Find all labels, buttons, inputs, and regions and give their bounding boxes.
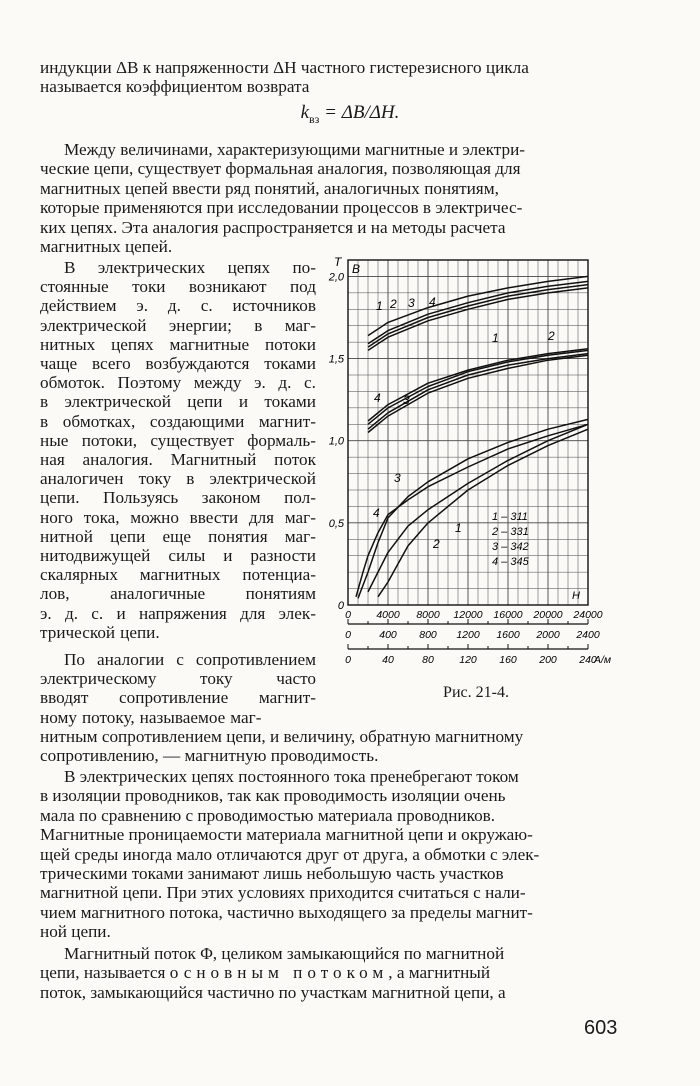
- text-line: [40, 963, 618, 982]
- curve-label: 4: [429, 295, 436, 309]
- word: току: [200, 669, 233, 689]
- y-tick-label: 1,0: [328, 435, 344, 448]
- text-line: которые применяются при исследовании процессов в электричес-: [40, 198, 523, 218]
- curve-label: 3: [408, 296, 415, 310]
- word: д.: [278, 373, 292, 393]
- flux-text: цепи, называется: [40, 963, 170, 983]
- text-line: чием магнитного потока, частично выходящего за пределы магнит-: [40, 902, 533, 922]
- word: э.: [40, 603, 52, 623]
- word: токами: [264, 354, 316, 374]
- word: цепи: [110, 526, 146, 546]
- curve-label: 3: [394, 471, 401, 485]
- curve-series-3: [358, 419, 588, 598]
- text-line: [40, 584, 316, 603]
- word: нитной: [40, 526, 93, 546]
- word: д.: [167, 296, 181, 316]
- word: э.: [254, 373, 266, 393]
- curve-label: 4: [373, 506, 380, 520]
- curve-series-4: [356, 424, 588, 597]
- text-line: магнитных цепей ввести ряд понятий, аналогичных понятиям,: [40, 178, 499, 198]
- text-line: [40, 604, 316, 623]
- figure-caption: Рис. 21-4.: [443, 684, 509, 701]
- word: обмотках,: [62, 411, 136, 431]
- text-line: [40, 373, 316, 392]
- word: электрической: [209, 469, 316, 489]
- text-line: [40, 508, 316, 527]
- word: токами: [264, 392, 316, 412]
- legend-entry: 4 – 345: [492, 556, 529, 568]
- word: и: [116, 603, 126, 623]
- word: законом: [201, 488, 261, 508]
- curve-label: 1: [376, 299, 383, 313]
- word: действием: [40, 296, 117, 316]
- text-line: индукции ΔB к напряженности ΔH частного гистерезисного цикла: [40, 58, 529, 77]
- word: аналогичные: [110, 584, 206, 604]
- resistance-paragraph: [40, 650, 316, 727]
- word: Магнитный: [170, 450, 257, 470]
- text-line: [40, 335, 316, 354]
- word: цепи.: [120, 622, 160, 642]
- word: магнитные: [169, 334, 250, 354]
- word: всего: [91, 354, 131, 374]
- h-axis-label: H: [572, 590, 580, 602]
- text-line: [40, 277, 316, 296]
- word: маг-: [284, 315, 316, 335]
- word: по-: [292, 258, 316, 277]
- legend-entry: 3 – 342: [492, 541, 529, 553]
- x-tick-label: 80: [422, 654, 434, 666]
- text-line: [40, 354, 316, 373]
- text-line: [40, 488, 316, 507]
- resistance-paragraph-continued: [40, 727, 618, 766]
- bh-chart: [326, 252, 626, 672]
- text-line: [40, 669, 316, 688]
- text-line: [40, 450, 316, 469]
- text-line: поток, замыкающийся частично по участкам магнитной цепи, а: [40, 982, 506, 1002]
- word: называемое: [139, 707, 226, 727]
- word: электрической: [64, 392, 171, 412]
- x-tick-label: 0: [345, 629, 351, 641]
- x-tick-label: 4000: [376, 609, 400, 621]
- word: разности: [250, 546, 316, 566]
- word: еще: [162, 526, 191, 546]
- y-tick-label: 2,0: [328, 271, 344, 284]
- word: силы: [168, 546, 206, 566]
- word: ного: [40, 507, 74, 527]
- word: для: [240, 603, 266, 623]
- word: чаще: [40, 354, 78, 374]
- left-column-paragraph: [40, 258, 316, 642]
- text-line: [40, 412, 316, 431]
- curve-label: 1: [455, 521, 462, 535]
- curve-label: 2: [390, 297, 397, 311]
- insulation-paragraph: [40, 767, 618, 942]
- text-line: ной цепи.: [40, 922, 111, 942]
- word: под: [289, 277, 316, 297]
- word: возбуждаются: [145, 354, 250, 374]
- word: потенциа-: [242, 565, 316, 585]
- text-line: магнитной цепи. При этих условиях приходится считаться с нали-: [40, 883, 526, 903]
- text-line: нитным сопротивлением цепи, и величину, обратную магнитному: [40, 727, 524, 746]
- text-line: называется коэффициентом возврата: [40, 77, 310, 97]
- word: потоки,: [81, 430, 138, 450]
- flux-text: , а магнитный: [388, 963, 491, 983]
- y-tick-label: 1,5: [328, 353, 344, 366]
- word: магнит-: [258, 688, 316, 708]
- x-tick-label: 120: [459, 654, 477, 666]
- text-line: сопротивлению, — магнитную проводимость.: [40, 746, 379, 766]
- curve-label: 4: [374, 391, 381, 405]
- word: маг-: [230, 707, 262, 727]
- text-line: [40, 708, 316, 727]
- text-line: Магнитные проницаемости материала магнитной цепи и окружаю-: [40, 825, 533, 845]
- x-tick-label: 8000: [416, 609, 440, 621]
- word: электрической: [40, 315, 147, 335]
- x-unit-label: A/м: [594, 654, 612, 666]
- emphasized-term: основным потоком: [169, 963, 389, 983]
- word: в: [186, 469, 195, 489]
- text-line: ческие цепи, существует формальная аналогия, позволяющая для: [40, 159, 521, 179]
- word: с.: [200, 296, 213, 316]
- text-line: щей среды иногда мало отличаются друг от друга, а обмотки с элек-: [40, 844, 540, 864]
- word: потоку,: [81, 707, 135, 727]
- word: понятия: [208, 526, 268, 546]
- x-tick-label: 12000: [453, 609, 483, 621]
- x-tick-label: 200: [539, 654, 557, 666]
- text-line: [40, 688, 316, 707]
- x-tick-label: 2000: [536, 629, 560, 641]
- word: аналогии: [97, 650, 165, 669]
- word: можно: [130, 507, 179, 527]
- text-line: [40, 316, 316, 335]
- word: электрическому: [40, 669, 157, 689]
- curve-label: 2: [548, 329, 555, 343]
- analogy-paragraph: [40, 140, 618, 256]
- word: магнитных: [139, 565, 221, 585]
- word: цепи.: [40, 488, 80, 508]
- text-line: мала по сравнению с проводимостью материала проводников.: [40, 805, 496, 825]
- word: ному: [40, 707, 77, 727]
- word: цепи: [187, 392, 223, 412]
- x-tick-label: 800: [419, 629, 437, 641]
- text-line: [40, 623, 316, 642]
- x-tick-label: 40: [382, 654, 394, 666]
- y-axis-label: B: [352, 262, 361, 276]
- word: стоянные: [40, 277, 109, 297]
- text-line: [40, 546, 316, 565]
- word: пол-: [284, 488, 316, 508]
- word: энергии;: [168, 315, 232, 335]
- text-line: [40, 650, 316, 669]
- x-tick-label: 2400: [576, 629, 600, 641]
- legend-entry: 2 – 331: [492, 526, 529, 538]
- word: цепях: [111, 334, 154, 354]
- text-line: [40, 527, 316, 546]
- word: лов,: [40, 584, 70, 604]
- figure-21-4: [326, 252, 626, 672]
- curve-label: 2: [433, 537, 440, 551]
- formula-return-coefficient: [0, 102, 700, 127]
- y-tick-label: 0: [337, 600, 344, 612]
- word: маг-: [284, 526, 316, 546]
- word: в: [40, 411, 49, 431]
- word: вводят: [40, 688, 89, 708]
- x-tick-label: 0: [345, 654, 351, 666]
- word: д.: [64, 603, 78, 623]
- word: По: [64, 650, 86, 669]
- text-line: [40, 392, 316, 411]
- word: ввести: [189, 507, 239, 527]
- word: сопротивлением: [195, 650, 316, 669]
- word: электрических: [97, 258, 206, 277]
- x-tick-label: 1200: [456, 629, 480, 641]
- word: для: [248, 507, 275, 527]
- x-tick-label: 20000: [533, 609, 563, 621]
- y-unit-label: Т: [334, 255, 342, 269]
- x-tick-label: 240: [579, 654, 597, 666]
- text-line: магнитных цепей.: [40, 237, 173, 257]
- word: В: [64, 258, 76, 277]
- page-number: 603: [584, 1017, 618, 1039]
- text-line: [40, 296, 316, 315]
- word: поток: [274, 450, 316, 470]
- text-line: [40, 469, 316, 488]
- word: току: [138, 469, 172, 489]
- text-line: Магнитный поток Φ, целиком замыкающийся по магнитной: [64, 944, 505, 963]
- text-line: [40, 565, 316, 584]
- word: Поэтому: [117, 373, 182, 393]
- formula-symbol: k: [300, 102, 310, 123]
- text-line: в изоляции проводников, так как проводимость изоляции очень: [40, 786, 506, 806]
- word: трической: [40, 622, 116, 642]
- word: тока,: [83, 507, 120, 527]
- word: создающими: [149, 411, 245, 431]
- word: существует: [150, 430, 234, 450]
- word: ные: [40, 430, 69, 450]
- curve-series-2: [378, 429, 588, 597]
- legend-entry: 1 – 311: [492, 511, 528, 523]
- word: источников: [232, 296, 316, 316]
- word: аналогия.: [82, 450, 153, 470]
- word: аналогичен: [40, 469, 124, 489]
- word: Пользуясь: [103, 488, 179, 508]
- word: скалярных: [40, 565, 118, 585]
- text-line: трическими токами занимают лишь небольшую часть участков: [40, 864, 504, 884]
- text-line: ких цепях. Эта аналогия распространяется и на методы расчета: [40, 217, 506, 237]
- word: нитных: [40, 334, 96, 354]
- word: и: [238, 392, 249, 412]
- curve-label: 3: [403, 393, 410, 407]
- word: с.: [91, 603, 104, 623]
- text-line: В электрических цепях постоянного тока пренебрегают током: [64, 767, 519, 786]
- x-tick-label: 16000: [493, 609, 523, 621]
- word: возникают: [188, 277, 267, 297]
- word: и: [223, 546, 233, 566]
- word: маг-: [284, 507, 316, 527]
- word: обмоток.: [40, 373, 105, 393]
- curve-label: 1: [492, 331, 499, 345]
- word: элек-: [278, 603, 316, 623]
- text-line: [40, 258, 316, 277]
- word: токи: [132, 277, 166, 297]
- y-tick-label: 0,5: [328, 517, 344, 530]
- flux-paragraph: [40, 944, 618, 1002]
- word: э.: [136, 296, 149, 316]
- intro-paragraph: [40, 58, 618, 97]
- word: часто: [276, 669, 316, 689]
- word: цепях: [227, 258, 271, 277]
- word: в: [40, 392, 49, 412]
- word: потоки: [264, 334, 316, 354]
- x-tick-label: 24000: [573, 609, 603, 621]
- text-line: [40, 431, 316, 450]
- word: между: [193, 373, 242, 393]
- word: с: [176, 650, 184, 669]
- word: в: [254, 315, 263, 335]
- x-tick-label: 160: [499, 654, 517, 666]
- word: с.: [304, 373, 316, 393]
- word: магнит-: [258, 411, 316, 431]
- word: сопротивление: [119, 688, 229, 708]
- word: понятиям: [245, 584, 316, 604]
- word: ная: [40, 450, 65, 470]
- word: формаль-: [247, 430, 316, 450]
- x-tick-label: 0: [345, 609, 351, 621]
- text-line: Между величинами, характеризующими магнитные и электри-: [64, 140, 526, 159]
- x-tick-label: 1600: [496, 629, 520, 641]
- formula-expression: = ΔB/ΔH.: [319, 102, 400, 123]
- formula-subscript: вз: [309, 111, 320, 126]
- x-tick-label: 400: [379, 629, 397, 641]
- word: нитодвижущей: [40, 546, 151, 566]
- word: напряжения: [138, 603, 227, 623]
